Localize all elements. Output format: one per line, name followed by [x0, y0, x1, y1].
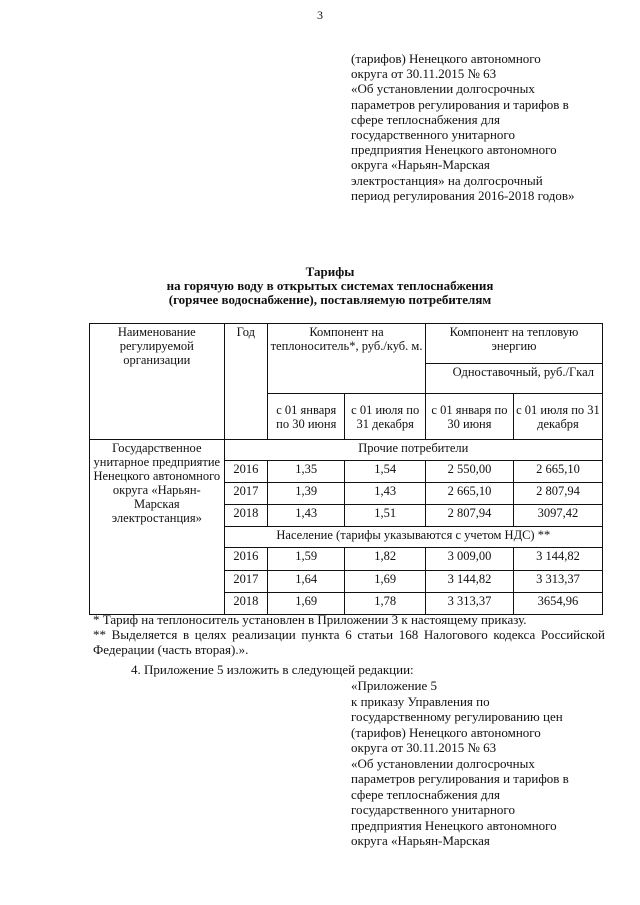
value-cell: 1,54 — [345, 461, 426, 483]
header-period: с 01 января по 30 июня — [425, 394, 513, 440]
top-reference-block — [351, 51, 621, 203]
year-cell: 2016 — [224, 461, 267, 483]
value-cell: 3097,42 — [513, 505, 602, 527]
year-cell: 2018 — [224, 593, 267, 615]
value-cell: 1,43 — [268, 505, 345, 527]
value-cell: 2 807,94 — [425, 505, 513, 527]
title-line: Тарифы — [305, 264, 355, 279]
reference-line: (тарифов) Ненецкого автономного — [351, 724, 541, 740]
value-cell: 2 807,94 — [513, 483, 602, 505]
reference-line: параметров регулирования и тарифов в — [351, 771, 569, 786]
value-cell: 1,43 — [345, 483, 426, 505]
item-4-text: 4. Приложение 5 изложить в следующей редакции: — [131, 662, 414, 677]
value-cell: 1,51 — [345, 505, 426, 527]
reference-line: (тарифов) Ненецкого автономного — [351, 51, 541, 66]
year-cell: 2016 — [224, 548, 267, 571]
header-thermal: Компонент на тепловую энергию — [425, 324, 602, 364]
group-label-population: Население (тарифы указываются с учетом НДС) ** — [224, 527, 602, 548]
footnote-1: * Тариф на теплоноситель установлен в Приложении 3 к настоящему приказу. — [93, 612, 527, 627]
value-cell: 2 665,10 — [425, 483, 513, 505]
value-cell: 3 144,82 — [425, 571, 513, 593]
reference-line: предприятия Ненецкого автономного — [351, 817, 557, 833]
year-cell: 2018 — [224, 505, 267, 527]
header-year: Год — [224, 324, 267, 440]
reference-line: электростанция» на долгосрочный — [351, 172, 543, 188]
reference-line: округа «Нарьян-Марская — [351, 833, 490, 848]
reference-line: «Об установлении долгосрочных — [351, 81, 535, 97]
value-cell: 3 313,37 — [513, 571, 602, 593]
header-period: с 01 января по 30 июня — [268, 394, 345, 440]
header-coolant: Компонент на теплоноситель*, руб./куб. м. — [268, 324, 426, 394]
reference-line: государственному регулированию цен — [351, 709, 563, 724]
value-cell: 3654,96 — [513, 593, 602, 615]
value-cell: 3 313,37 — [425, 593, 513, 615]
reference-line: государственного унитарного — [351, 127, 515, 143]
footnote-2: ** Выделяется в целях реализации пункта 6 статьи 168 Налогового кодекса Российской Федерации (часть вторая).». — [93, 627, 605, 657]
footnotes — [93, 612, 605, 657]
title-line: (горячее водоснабжение), поставляемую потребителям — [168, 292, 492, 307]
value-cell: 3 009,00 — [425, 548, 513, 571]
value-cell: 1,69 — [268, 593, 345, 615]
header-period: с 01 июля по 31 декабря — [513, 394, 602, 440]
reference-line: параметров регулирования и тарифов в — [351, 96, 569, 112]
tariff-table — [89, 323, 603, 615]
value-cell: 3 144,82 — [513, 548, 602, 571]
value-cell: 2 550,00 — [425, 461, 513, 483]
bottom-reference-block — [351, 678, 621, 849]
value-cell: 1,59 — [268, 548, 345, 571]
reference-line: предприятия Ненецкого автономного — [351, 142, 557, 158]
group-label-other: Прочие потребители — [224, 440, 602, 461]
page-number: 3 — [317, 8, 323, 22]
year-cell: 2017 — [224, 571, 267, 593]
reference-line: «Об установлении долгосрочных — [351, 755, 535, 771]
reference-line: округа от 30.11.2015 № 63 — [351, 740, 497, 755]
org-name-cell: Государственное унитарное предприятие Ненецкого автономного округа «Нарьян-Марская электростанция» — [90, 440, 225, 615]
header-org: Наименование регулируемой организации — [90, 324, 225, 440]
value-cell: 2 665,10 — [513, 461, 602, 483]
reference-line: сфере теплоснабжения для — [351, 786, 500, 802]
value-cell: 1,69 — [345, 571, 426, 593]
reference-line: к приказу Управления по — [351, 693, 490, 709]
year-cell: 2017 — [224, 483, 267, 505]
header-single-rate: Одноставочный, руб./Гкал — [425, 364, 602, 394]
reference-line: сфере теплоснабжения для — [351, 111, 500, 127]
title-line: на горячую воду в открытых системах теплоснабжения — [166, 278, 494, 293]
document-title — [80, 265, 580, 307]
value-cell: 1,64 — [268, 571, 345, 593]
header-period: с 01 июля по 31 декабря — [345, 394, 426, 440]
value-cell: 1,39 — [268, 483, 345, 505]
reference-line: округа от 30.11.2015 № 63 — [351, 66, 497, 82]
value-cell: 1,35 — [268, 461, 345, 483]
reference-line: государственного унитарного — [351, 802, 515, 817]
value-cell: 1,82 — [345, 548, 426, 571]
reference-line: округа «Нарьян-Марская — [351, 157, 490, 173]
reference-line: период регулирования 2016-2018 годов» — [351, 187, 575, 203]
reference-line: «Приложение 5 — [351, 678, 438, 693]
value-cell: 1,78 — [345, 593, 426, 615]
